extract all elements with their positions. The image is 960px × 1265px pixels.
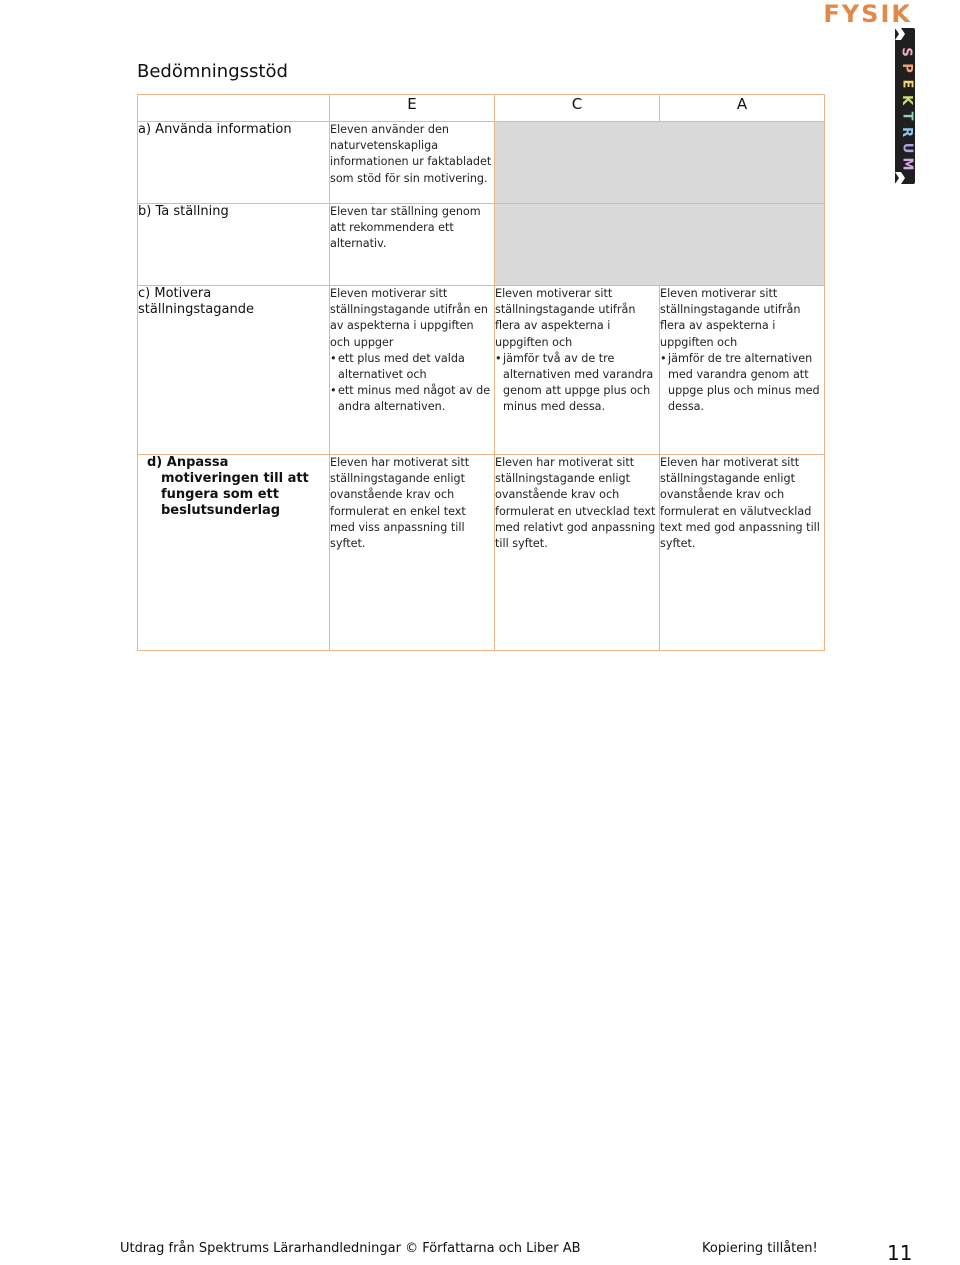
- row-c-C: [495, 286, 660, 455]
- row-a-E: Eleven använder den naturvetenskapliga informationen ur faktabladet som stöd för sin motivering.: [330, 122, 495, 204]
- spektrum-wordmark: [899, 44, 913, 172]
- level-A-header: A: [660, 95, 825, 122]
- criterion-d: [138, 455, 330, 651]
- row-c-E: [330, 286, 495, 455]
- footer-source: Utdrag från Spektrums Lärarhandledningar © Författarna och Liber AB: [120, 1241, 581, 1256]
- row-c-E-bullets: [330, 351, 494, 416]
- list-item: • jämför två av de tre alternativen med varandra genom att uppge plus och minus med dessa.: [495, 351, 659, 416]
- rubric-header-row: [138, 95, 825, 122]
- subject-label: FYSIK: [823, 0, 912, 28]
- row-d-A: Eleven har motiverat sitt ställningstagande enligt ovanstående krav och formulerat en välutvecklad text med god anpassning till syftet.: [660, 455, 825, 651]
- header-blank-cell: [138, 95, 330, 122]
- assessment-rubric-table: [137, 94, 825, 651]
- row-c-A: [660, 286, 825, 455]
- wordmark-letter: R: [898, 126, 914, 138]
- wordmark-letter: U: [899, 142, 914, 154]
- table-row: [138, 204, 825, 286]
- wordmark-letter: M: [899, 157, 914, 171]
- criterion-a: a) Använda information: [138, 122, 330, 204]
- list-item: • jämför de tre alternativen med varandra genom att uppge plus och minus med dessa.: [660, 351, 824, 416]
- row-c-A-intro: Eleven motiverar sitt ställningstagande utifrån flera av aspekterna i uppgiften och: [660, 287, 801, 349]
- row-c-A-bullets: [660, 351, 824, 416]
- table-row: [138, 286, 825, 455]
- row-d-E: Eleven har motiverat sitt ställningstagande enligt ovanstående krav och formulerat en enkel text med viss anpassning till syftet.: [330, 455, 495, 651]
- criterion-b: b) Ta ställning: [138, 204, 330, 286]
- list-item: • ett minus med något av de andra alternativen.: [330, 383, 494, 415]
- table-row: [138, 455, 825, 651]
- row-a-not-applicable: [495, 122, 825, 204]
- criterion-c: c) Motivera ställningstagande: [138, 286, 330, 455]
- row-c-C-bullets: [495, 351, 659, 416]
- level-E-header: E: [330, 95, 495, 122]
- criterion-d-label: d) Anpassa motiveringen till att fungera som ett beslutsunderlag: [147, 455, 309, 518]
- page-title: Bedömningsstöd: [137, 61, 288, 82]
- row-b-not-applicable: [495, 204, 825, 286]
- wordmark-letter: S: [899, 47, 914, 57]
- wordmark-letter: T: [899, 111, 914, 121]
- table-row: [138, 122, 825, 204]
- footer-permission: Kopiering tillåten!: [702, 1241, 818, 1256]
- row-c-C-intro: Eleven motiverar sitt ställningstagande utifrån flera av aspekterna i uppgiften och: [495, 287, 636, 349]
- row-b-E: Eleven tar ställning genom att rekommendera ett alternativ.: [330, 204, 495, 286]
- page-number: 11: [887, 1241, 913, 1265]
- wordmark-letter: K: [898, 94, 914, 106]
- wordmark-letter: P: [899, 63, 914, 73]
- level-C-header: C: [495, 95, 660, 122]
- wordmark-letter: E: [898, 79, 914, 89]
- list-item: • ett plus med det valda alternativet och: [330, 351, 494, 383]
- row-d-C: Eleven har motiverat sitt ställningstagande enligt ovanstående krav och formulerat en utvecklad text med relativt god anpassning till syftet.: [495, 455, 660, 651]
- row-c-E-intro: Eleven motiverar sitt ställningstagande utifrån en av aspekterna i uppgiften och uppger: [330, 287, 488, 349]
